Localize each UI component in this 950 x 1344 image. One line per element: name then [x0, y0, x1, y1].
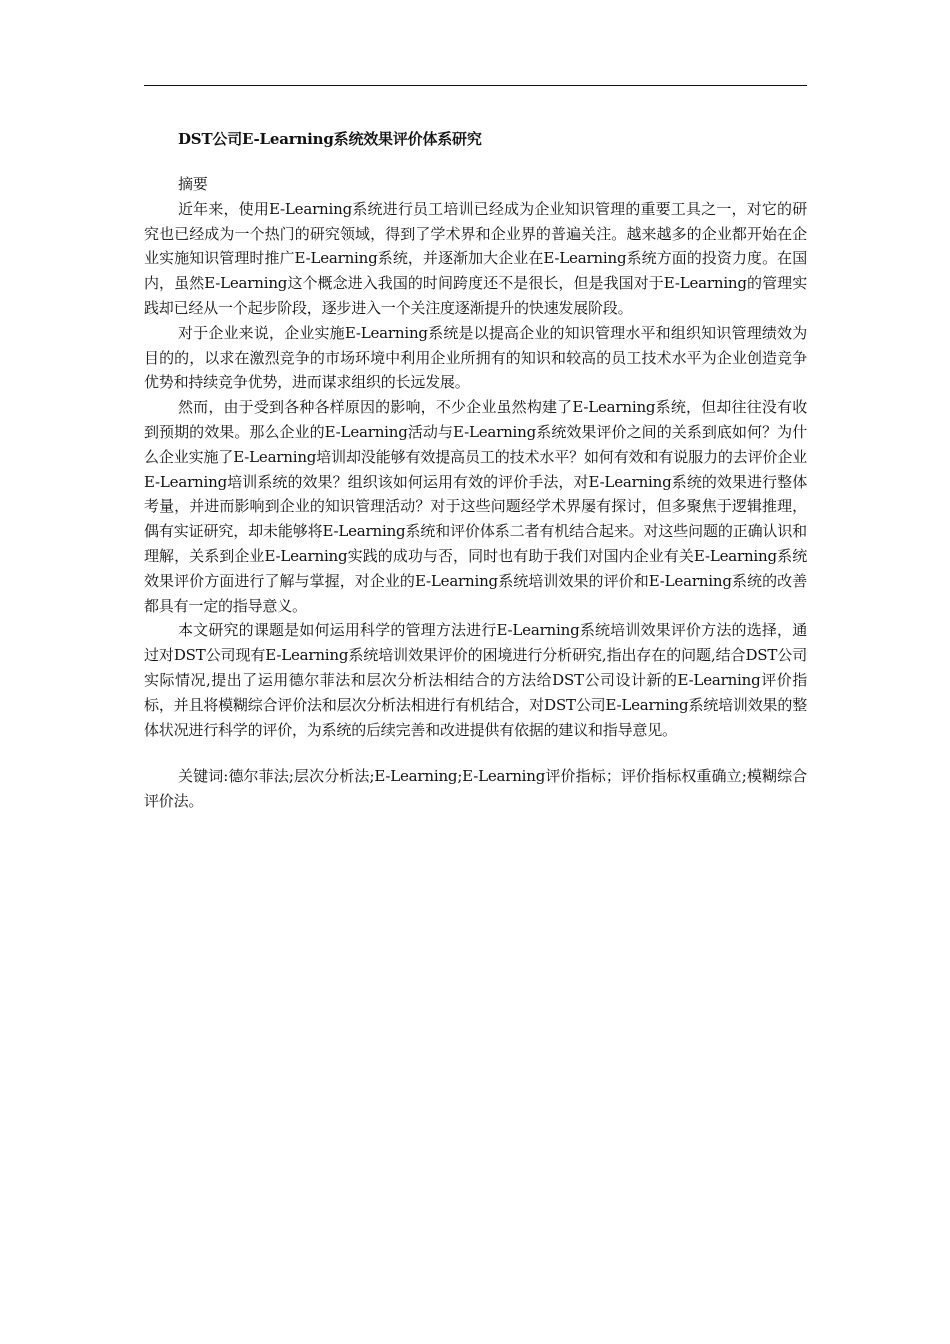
abstract-paragraph-1: 近年来，使用E-Learning系统进行员工培训已经成为企业知识管理的重要工具之一，对它的研究也已经成为一个热门的研究领域，得到了学术界和企业界的普遍关注。越来越多的企业都开始在企业实施知识管理时推广E-Learning系统，并逐渐加大企业在E-Learning系统方面的投资力度。在国内，虽然E-Learning这个概念进入我国的时间跨度还不是很长，但是我国对于E-Learning的管理实践却已经从一个起步阶段，逐步进入一个关注度逐渐提升的快速发展阶段。 [144, 199, 807, 317]
abstract-heading: 摘要 [178, 175, 208, 193]
abstract-paragraph-4: 本文研究的课题是如何运用科学的管理方法进行E-Learning系统培训效果评价方法的选择，通过对DST公司现有E-Learning系统培训效果评价的困境进行分析研究,指出存在的问题,结合DST公司实际情况,提出了运用德尔菲法和层次分析法相结合的方法给DST公司设计新的E-Learning评价指标，并且将模糊综合评价法和层次分析法相进行有机结合，对DST公司E-Learning系统培训效果的整体状况进行科学的评价，为系统的后续完善和改进提供有依据的建议和指导意见。 [144, 621, 807, 739]
abstract-paragraph-2: 对于企业来说，企业实施E-Learning系统是以提高企业的知识管理水平和组织知识管理绩效为目的的，以求在激烈竞争的市场环境中利用企业所拥有的知识和较高的员工技术水平为企业创造竞争优势和持续竞争优势，进而谋求组织的长远发展。 [144, 323, 807, 392]
header-rule [144, 85, 807, 86]
abstract-paragraph-3: 然而，由于受到各种各样原因的影响，不少企业虽然构建了E-Learning系统，但却往往没有收到预期的效果。那么企业的E-Learning活动与E-Learning系统效果评价之间的关系到底如何？为什么企业实施了E-Learning培训却没能够有效提高员工的技术水平？如何有效和有说服力的去评价企业E-Learning培训系统的效果？组织该如何运用有效的评价手法，对E-Learning系统的效果进行整体考量，并进而影响到企业的知识管理活动？对于这些问题经学术界屡有探讨，但多聚焦于逻辑推理，偶有实证研究，却未能够将E-Learning系统和评价体系二者有机结合起来。对这些问题的正确认识和理解，关系到企业E-Learning实践的成功与否，同时也有助于我们对国内企业有关E-Learning系统效果评价方面进行了解与掌握，对企业的E-Learning系统培训效果的评价和E-Learning系统的改善都具有一定的指导意义。 [144, 398, 807, 615]
document-body [144, 128, 807, 814]
document-title: DST公司E-Learning系统效果评价体系研究 [178, 130, 482, 148]
keywords: 关键词:德尔菲法;层次分析法;E-Learning;E-Learning评价指标；评价指标权重确立;模糊综合评价法。 [144, 767, 807, 811]
